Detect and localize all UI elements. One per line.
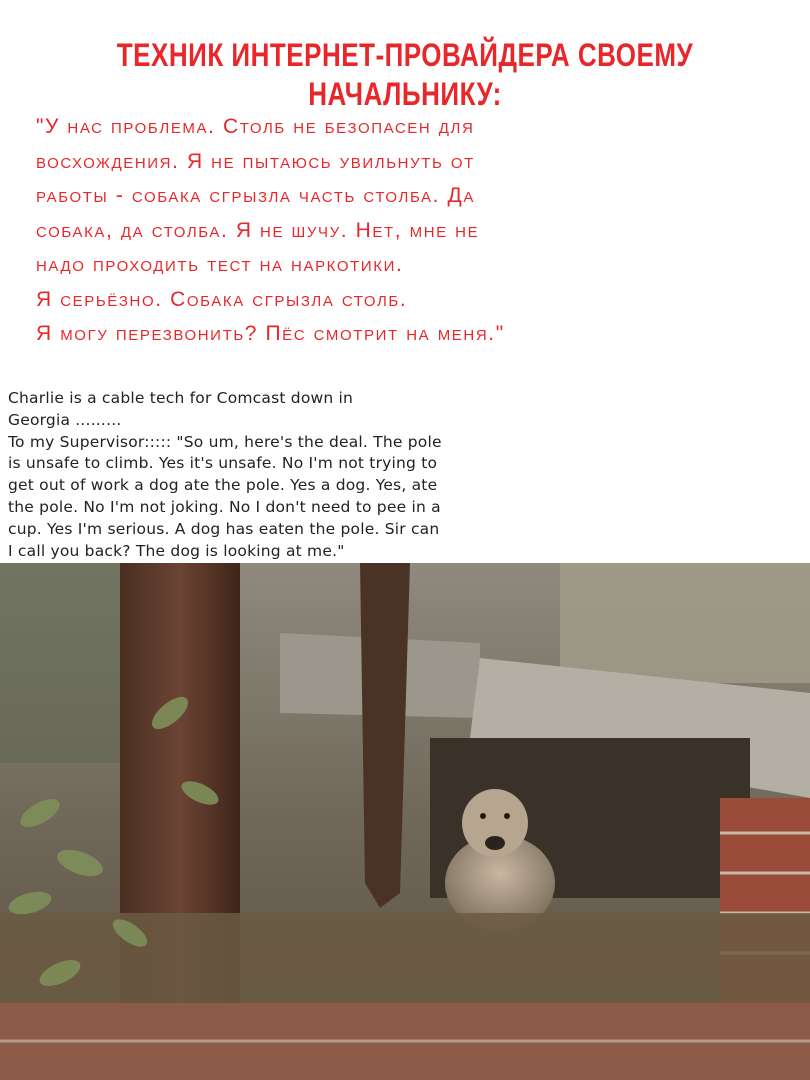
english-caption [8, 388, 798, 562]
quote-line: надо проходить тест на наркотики. [36, 253, 404, 276]
caption-line: the pole. No I'm not joking. No I don't need to pee in a [8, 497, 441, 516]
quote-line: собака, да столба. Я не шучу. Нет, мне не [36, 218, 480, 242]
quote-line: "У нас проблема. Столб не безопасен для [36, 115, 475, 138]
caption-line: get out of work a dog ate the pole. Yes a dog. Yes, ate [8, 476, 438, 495]
quote-line: Я могу перезвонить? Пёс смотрит на меня." [36, 322, 505, 345]
caption-line: To my Supervisor::::: "So um, here's the deal. The pole [8, 432, 442, 451]
russian-quote [36, 110, 786, 352]
headline: ТЕХНИК ИНТЕРНЕТ-ПРОВАЙДЕРА СВОЕМУ НАЧАЛЬНИКУ: [116, 36, 694, 113]
quote-line: работы - собака сгрызла часть столба. Да [36, 184, 475, 207]
caption-line: I call you back? The dog is looking at me." [8, 541, 345, 560]
caption-line: cup. Yes I'm serious. A dog has eaten the pole. Sir can [8, 519, 440, 538]
dog-under-pole-photo [0, 563, 810, 1080]
quote-line: восхождения. Я не пытаюсь увильнуть от [36, 149, 475, 173]
quote-line: Я серьёзно. Собака сгрызла столб. [36, 287, 408, 311]
caption-line: is unsafe to climb. Yes it's unsafe. No I'm not trying to [8, 454, 438, 473]
caption-line: Charlie is a cable tech for Comcast down in [8, 389, 354, 407]
caption-line: Georgia ......... [8, 410, 122, 429]
grass-area [560, 563, 810, 683]
